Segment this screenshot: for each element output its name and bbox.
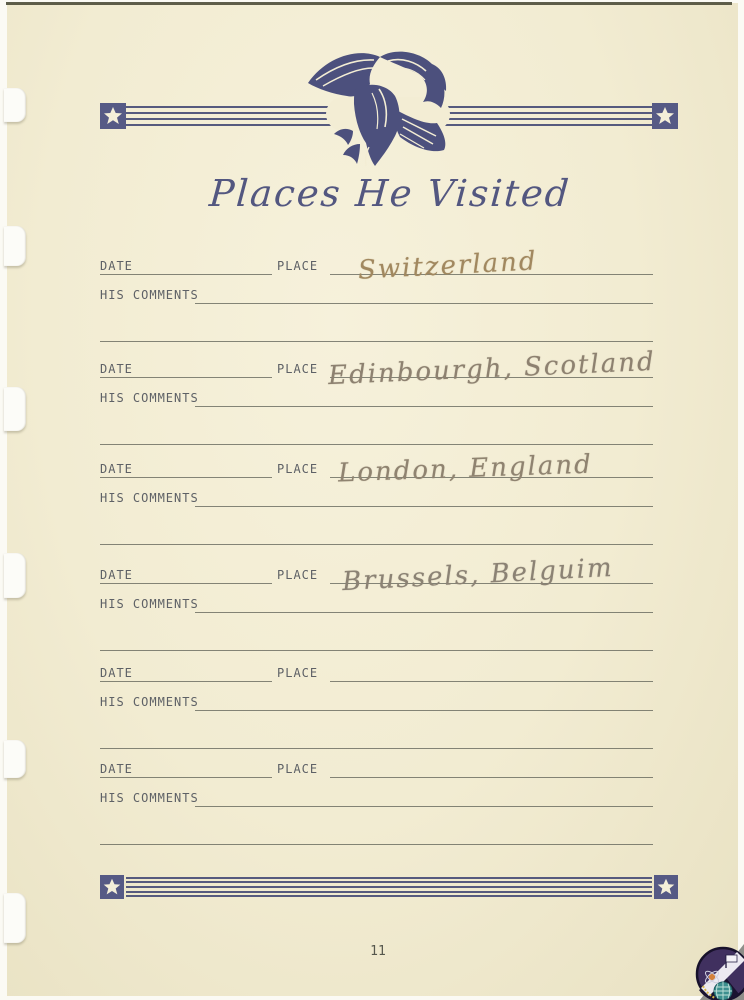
place-entry	[100, 346, 657, 451]
punch-notch	[4, 740, 26, 778]
comments-line	[195, 688, 653, 711]
place-label: PLACE	[277, 362, 319, 376]
scan-edge-line	[6, 2, 732, 5]
eagle-icon	[296, 49, 468, 177]
place-entry	[100, 552, 653, 657]
comments-label: HIS COMMENTS	[100, 288, 199, 302]
comments-extra-line	[100, 726, 653, 749]
place-entry	[100, 659, 653, 755]
comments-label: HIS COMMENTS	[100, 491, 199, 505]
comments-label: HIS COMMENTS	[100, 597, 199, 611]
star-icon	[652, 103, 678, 129]
place-handwriting: London, England	[337, 449, 594, 489]
date-label: DATE	[100, 362, 133, 376]
comments-label: HIS COMMENTS	[100, 791, 199, 805]
comments-line	[195, 484, 653, 507]
comments-line	[195, 281, 653, 304]
comments-line	[195, 590, 653, 613]
comments-extra-line	[100, 319, 653, 342]
place-handwriting: Edinbourgh, Scotland	[327, 346, 657, 392]
date-line	[100, 755, 272, 778]
place-line	[330, 449, 653, 489]
place-label: PLACE	[277, 259, 319, 273]
place-label: PLACE	[277, 568, 319, 582]
place-label: PLACE	[277, 462, 319, 476]
punch-notch	[4, 88, 26, 122]
place-line	[330, 246, 653, 286]
place-handwriting: Brussels, Belguim	[341, 552, 615, 598]
comments-line	[195, 384, 653, 407]
bottom-star-bar	[100, 875, 678, 899]
place-line	[330, 552, 653, 598]
star-icon	[100, 103, 126, 129]
date-label: DATE	[100, 762, 133, 776]
date-label: DATE	[100, 666, 133, 680]
star-icon	[100, 875, 124, 899]
punch-notch	[4, 387, 26, 431]
place-label: PLACE	[277, 762, 319, 776]
comments-line	[195, 784, 653, 807]
punch-notch	[4, 893, 26, 943]
comments-label: HIS COMMENTS	[100, 695, 199, 709]
date-line	[100, 659, 272, 682]
military-patch-icon	[695, 946, 744, 1000]
page-title: Places He Visited	[207, 172, 573, 215]
page-number: 11	[370, 944, 386, 959]
place-entry	[100, 449, 653, 551]
star-icon	[654, 875, 678, 899]
place-line	[327, 346, 657, 392]
date-line	[100, 355, 272, 378]
place-entry	[100, 755, 653, 851]
punch-notch	[4, 553, 26, 598]
comments-extra-line	[100, 822, 653, 845]
date-label: DATE	[100, 568, 133, 582]
place-label: PLACE	[277, 666, 319, 680]
place-entry	[100, 246, 653, 348]
date-line	[100, 455, 272, 478]
comments-extra-line	[100, 628, 653, 651]
comments-extra-line	[100, 422, 653, 445]
place-line	[330, 659, 653, 682]
date-line	[100, 252, 272, 275]
bar-lines	[126, 875, 652, 899]
place-handwriting: Switzerland	[357, 246, 539, 286]
comments-extra-line	[100, 522, 653, 545]
date-label: DATE	[100, 259, 133, 273]
date-line	[100, 561, 272, 584]
comments-label: HIS COMMENTS	[100, 391, 199, 405]
place-line	[330, 755, 653, 778]
punch-notch	[4, 226, 26, 266]
date-label: DATE	[100, 462, 133, 476]
